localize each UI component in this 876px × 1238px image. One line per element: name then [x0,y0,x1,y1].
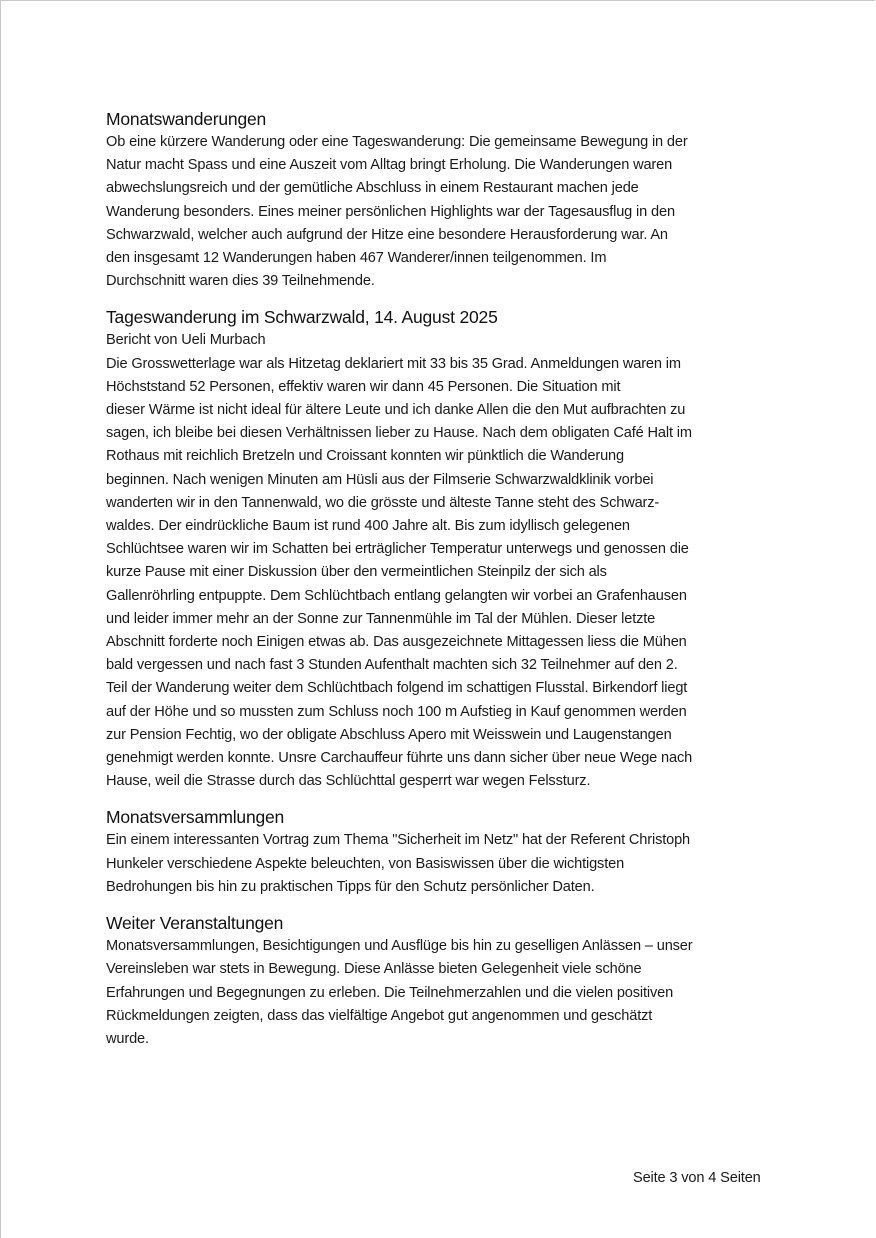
text-line: Die Grosswetterlage war als Hitzetag deklariert mit 33 bis 35 Grad. Anmeldungen waren im [106,355,681,372]
text-line: genehmigt werden konnte. Unsre Carchauffeur führte uns dann sicher über neue Wege nach [106,750,693,767]
text-line: wanderten wir in den Tannenwald, wo die grösste und älteste Tanne steht des Schwarz- [106,494,660,511]
text-line: auf der Höhe und so mussten zum Schluss noch 100 m Aufstieg in Kauf genommen werden [106,703,687,720]
text-line: dieser Wärme ist nicht ideal für ältere Leute und ich danke Allen die den Mut aufbrachten zu [106,402,686,419]
section-paragraph [106,935,778,1051]
text-line: den insgesamt 12 Wanderungen haben 467 Wanderer/innen teilgenommen. Im [106,250,607,267]
text-line: zur Pension Fechtig, wo der obligate Abschluss Apero mit Weisswein und Laugenstangen [106,726,672,743]
text-line: Natur macht Spass und eine Auszeit vom Alltag bringt Erholung. Die Wanderungen waren [106,157,673,174]
text-line: Ob eine kürzere Wanderung oder eine Tageswanderung: Die gemeinsame Bewegung in der [106,134,688,150]
text-line: Durchschnitt waren dies 39 Teilnehmende. [106,273,375,290]
text-line: und leider immer mehr an der Sonne zur Tannenmühle im Tal der Mühlen. Dieser letzte [106,610,656,627]
text-line: Schwarzwald, welcher auch aufgrund der Hitze eine besondere Herausforderung war. An [106,226,668,243]
text-line: Abschnitt forderte noch Einigen etwas ab. Das ausgezeichnete Mittagessen liess die Mühen [106,634,687,651]
page-content [106,107,778,1051]
text-line: Schlüchtsee waren wir im Schatten bei erträglicher Temperatur unterwegs und genossen die [106,541,689,558]
page-number-footer: Seite 3 von 4 Seiten [633,1170,761,1186]
section-heading: Monatswanderungen [106,109,267,129]
text-line: Monatsversammlungen, Besichtigungen und Ausflüge bis hin zu geselligen Anlässen – unser [106,938,693,955]
section-monatswanderungen [106,107,778,293]
section-tageswanderung [106,305,778,793]
section-paragraph [106,829,778,899]
text-line: Höchststand 52 Personen, effektiv waren wir dann 45 Personen. Die Situation mit [106,378,621,395]
text-line: Ein einem interessanten Vortrag zum Thema "Sicherheit im Netz" hat der Referent Christoph [106,832,691,849]
text-line: wurde. [106,1030,149,1047]
text-line: Vereinsleben war stets in Bewegung. Diese Anlässe bieten Gelegenheit viele schöne [106,961,642,978]
text-line: bald vergessen und nach fast 3 Stunden Aufenthalt machten sich 32 Teilnehmer auf den 2. [106,657,678,674]
text-line: kurze Pause mit einer Diskussion über den vermeintlichen Steinpilz der sich als [106,564,607,581]
text-line: beginnen. Nach wenigen Minuten am Hüsli aus der Filmserie Schwarzwaldklinik vorbei [106,471,654,488]
section-weiter-veranstaltungen [106,911,778,1051]
text-line: abwechslungsreich und der gemütliche Abschluss in einem Restaurant machen jede [106,180,639,197]
text-line: Rückmeldungen zeigten, dass das vielfältige Angebot gut angenommen und geschätzt [106,1007,653,1024]
section-monatsversammlungen [106,805,778,899]
section-paragraph [106,329,778,793]
text-line: waldes. Der eindrückliche Baum ist rund 400 Jahre alt. Bis zum idyllisch gelegenen [106,518,630,535]
section-heading: Weiter Veranstaltungen [106,913,284,934]
text-line: Bedrohungen bis hin zu praktischen Tipps für den Schutz persönlicher Daten. [106,878,595,895]
text-line: Rothaus mit reichlich Bretzeln und Croissant konnten wir pünktlich die Wanderung [106,448,624,465]
text-line: Hause, weil die Strasse durch das Schlüchttal gesperrt war wegen Felssturz. [106,773,591,790]
text-line: Gallenröhrling entpuppte. Dem Schlüchtbach entlang gelangten wir vorbei an Grafenhausen [106,587,687,604]
section-heading: Monatsversammlungen [106,807,285,828]
section-paragraph [106,131,778,293]
text-line: sagen, ich bleibe bei diesen Verhältnissen lieber zu Hause. Nach dem obligaten Café Halt im [106,425,692,442]
text-line: Wanderung besonders. Eines meiner persönlichen Highlights war der Tagesausflug in den [106,203,675,220]
text-line: Hunkeler verschiedene Aspekte beleuchten, von Basiswissen über die wichtigsten [106,855,625,872]
byline: Bericht von Ueli Murbach [106,332,266,349]
section-heading: Tageswanderung im Schwarzwald, 14. August 2025 [106,307,498,328]
text-line: Teil der Wanderung weiter dem Schlüchtbach folgend im schattigen Flusstal. Birkendorf liegt [106,680,688,697]
text-line: Erfahrungen und Begegnungen zu erleben. Die Teilnehmerzahlen und die vielen positiven [106,984,674,1001]
